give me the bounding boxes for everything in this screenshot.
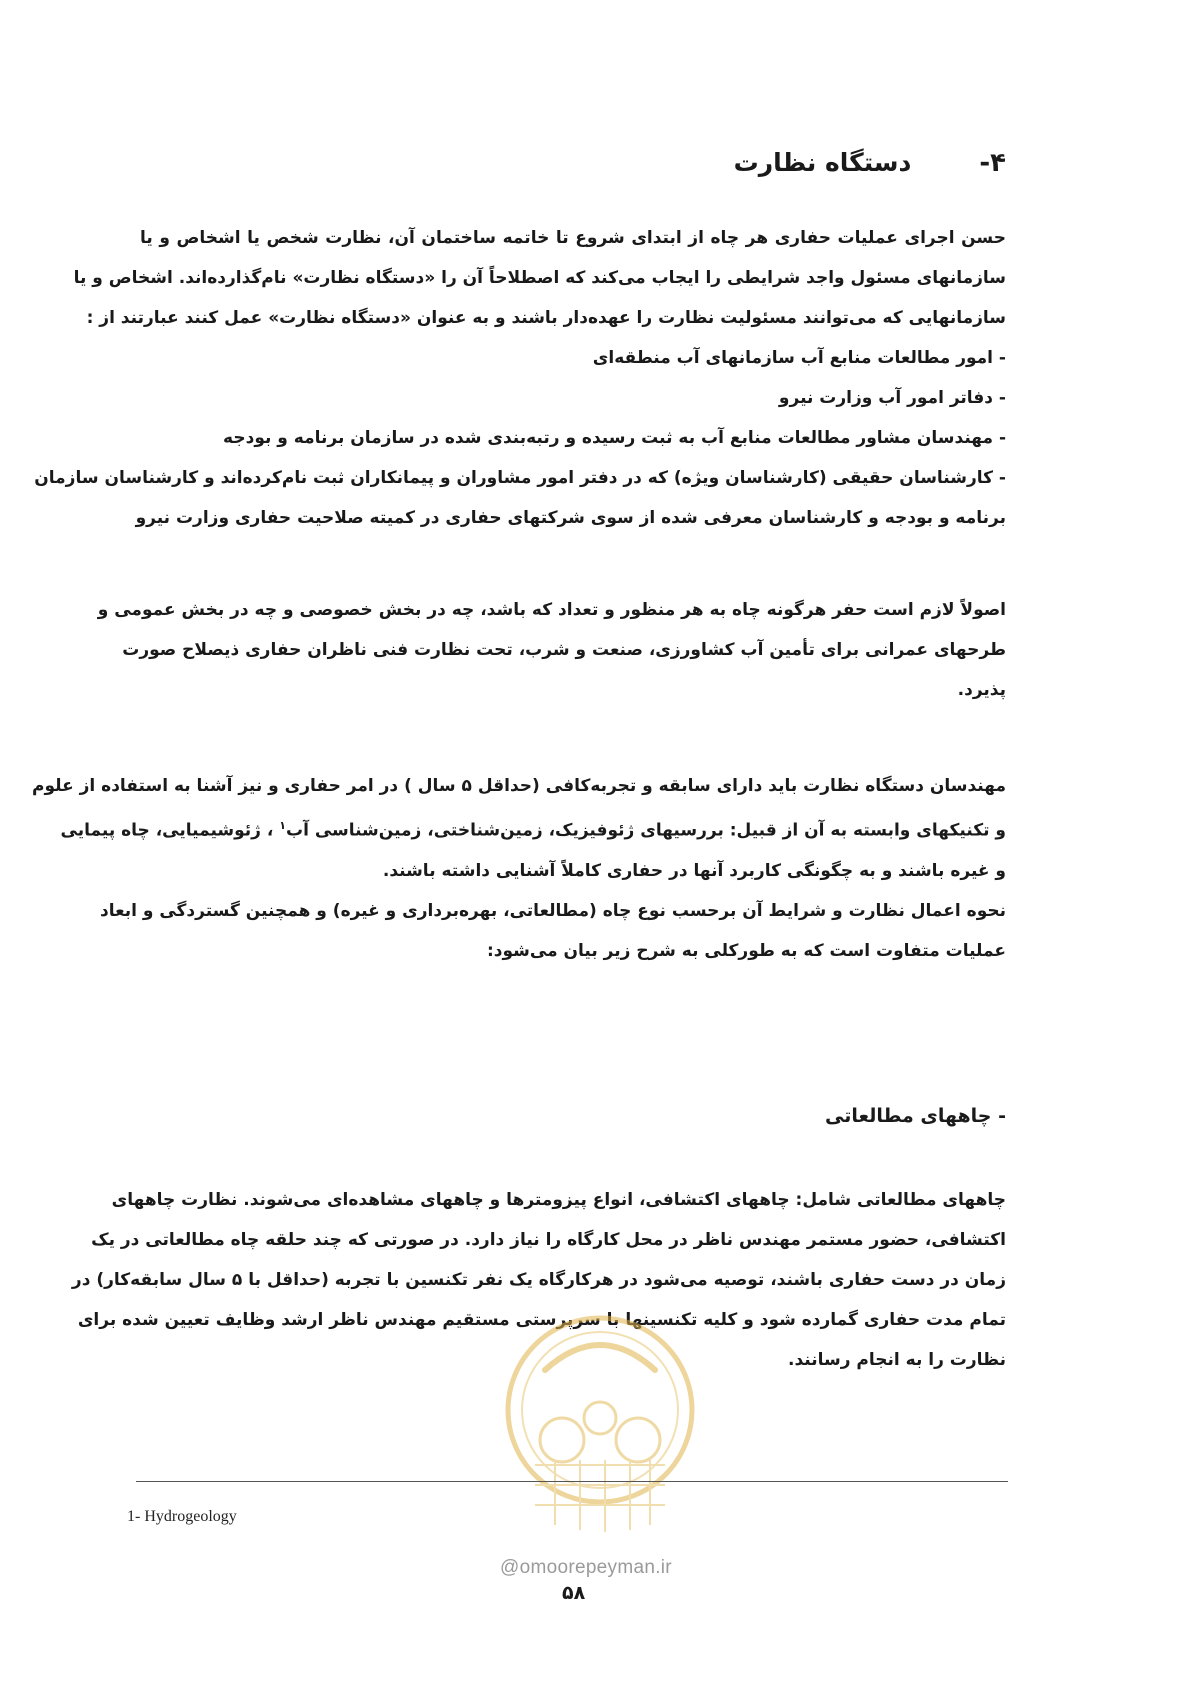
watermark-url: @omoorepeyman.ir <box>500 1557 672 1578</box>
paragraph-line: اصولاً لازم است حفر هرگونه چاه به هر منظور و تعداد که باشد، چه در بخش خصوصی و چه در بخش عمومی و <box>97 600 1006 620</box>
list-item: - امور مطالعات منابع آب سازمانهای آب منطقه‌ای <box>592 348 1006 368</box>
paragraph-intro <box>34 218 1006 538</box>
paragraph-line: اکتشافی، حضور مستمر مهندس ناظر در محل کارگاه را نیاز دارد. در صورتی که چند حلقه چاه مطالعاتی در یک <box>91 1230 1006 1250</box>
paragraph-line: عملیات متفاوت است که به طورکلی به شرح زیر بیان می‌شود: <box>486 940 1006 961</box>
paragraph-engineers <box>32 766 1006 971</box>
list-item: - مهندسان مشاور مطالعات منابع آب به ثبت رسیده و رتبه‌بندی شده در سازمان برنامه و بودجه <box>223 428 1006 448</box>
footnote: 1- Hydrogeology <box>127 1508 237 1525</box>
page-number: ۵۸ <box>562 1582 586 1604</box>
paragraph-line <box>60 806 1006 851</box>
subsection-heading: - چاههای مطالعاتی <box>825 1105 1006 1127</box>
paragraph-requirement <box>97 590 1006 710</box>
watermark-logo <box>490 1300 710 1550</box>
list-item: - دفاتر امور آب وزارت نیرو <box>778 388 1006 408</box>
section-number: ۴- <box>979 148 1006 178</box>
paragraph-line: پذیرد. <box>957 680 1006 700</box>
paragraph-line: تمام مدت حفاری گمارده شود و کلیه تکنسینها با سرپرستی مستقیم مهندس ناظر ارشد وظایف تعیین شده برای <box>77 1310 1006 1330</box>
section-title: دستگاه نظارت <box>733 148 912 177</box>
paragraph-line: طرحهای عمرانی برای تأمین آب کشاورزی، صنعت و شرب، تحت نظارت فنی ناظران حفاری ذیصلاح صورت <box>122 640 1006 660</box>
paragraph-line-part: و تکنیکهای وابسته به آن از قبیل: بررسیهای ژئوفیزیک، زمین‌شناختی، زمین‌شناسی آب <box>285 820 1006 841</box>
list-item-continuation: برنامه و بودجه و کارشناسان معرفی شده از سوی شرکتهای حفاری در کمیته صلاحیت حفاری وزارت نیرو <box>135 508 1006 528</box>
footnote-divider <box>136 1481 1008 1482</box>
paragraph-line: مهندسان دستگاه نظارت باید دارای سابقه و تجربه‌کافی (حداقل ۵ سال ) در امر حفاری و نیز آشنا به استفاده از علوم <box>32 776 1006 796</box>
list-item: - کارشناسان حقیقی (کارشناسان ویژه) که در دفتر امور مشاوران و پیمانکاران ثبت نام‌کرده‌اند و کارشناسان سازمان <box>34 468 1006 488</box>
paragraph-line: نظارت را به انجام رسانند. <box>788 1350 1006 1370</box>
supervisor-list <box>34 338 1006 538</box>
paragraph-line: نحوه اعمال نظارت و شرایط آن برحسب نوع چاه (مطالعاتی، بهره‌برداری و غیره) و همچنین گستردگی و ابعاد <box>100 900 1006 921</box>
paragraph-line: زمان در دست حفاری باشند، توصیه می‌شود در هرکارگاه یک نفر تکنسین با تجربه (حداقل با ۵ سال سابقه‌کار) در <box>71 1270 1006 1290</box>
paragraph-line: حسن اجرای عملیات حفاری هر چاه از ابتدای شروع تا خاتمه ساختمان آن، نظارت شخص یا اشخاص و یا <box>140 228 1006 248</box>
paragraph-line: سازمانهایی که می‌توانند مسئولیت نظارت را عهده‌دار باشند و به عنوان «دستگاه نظارت» عمل کنند عبارتند از : <box>86 308 1006 328</box>
paragraph-line: سازمانهای مسئول واجد شرایطی را ایجاب می‌کند که اصطلاحاً آن را «دستگاه نظارت» نام‌گذارده‌اند. اشخاص و یا <box>73 268 1006 288</box>
at-icon: @ <box>500 1557 520 1578</box>
footnote-reference: ۱ <box>279 819 286 832</box>
paragraph-line-part: ، ژئوشیمیایی، چاه پیمایی <box>60 820 274 841</box>
paragraph-line: چاههای مطالعاتی شامل: چاههای اکتشافی، انواع پیزومترها و چاههای مشاهده‌ای می‌شوند. نظارت چاههای <box>111 1190 1006 1210</box>
paragraph-line: و غیره باشند و به چگونگی کاربرد آنها در حفاری کاملاً آشنایی داشته باشند. <box>382 860 1006 881</box>
section-heading <box>734 148 1006 178</box>
